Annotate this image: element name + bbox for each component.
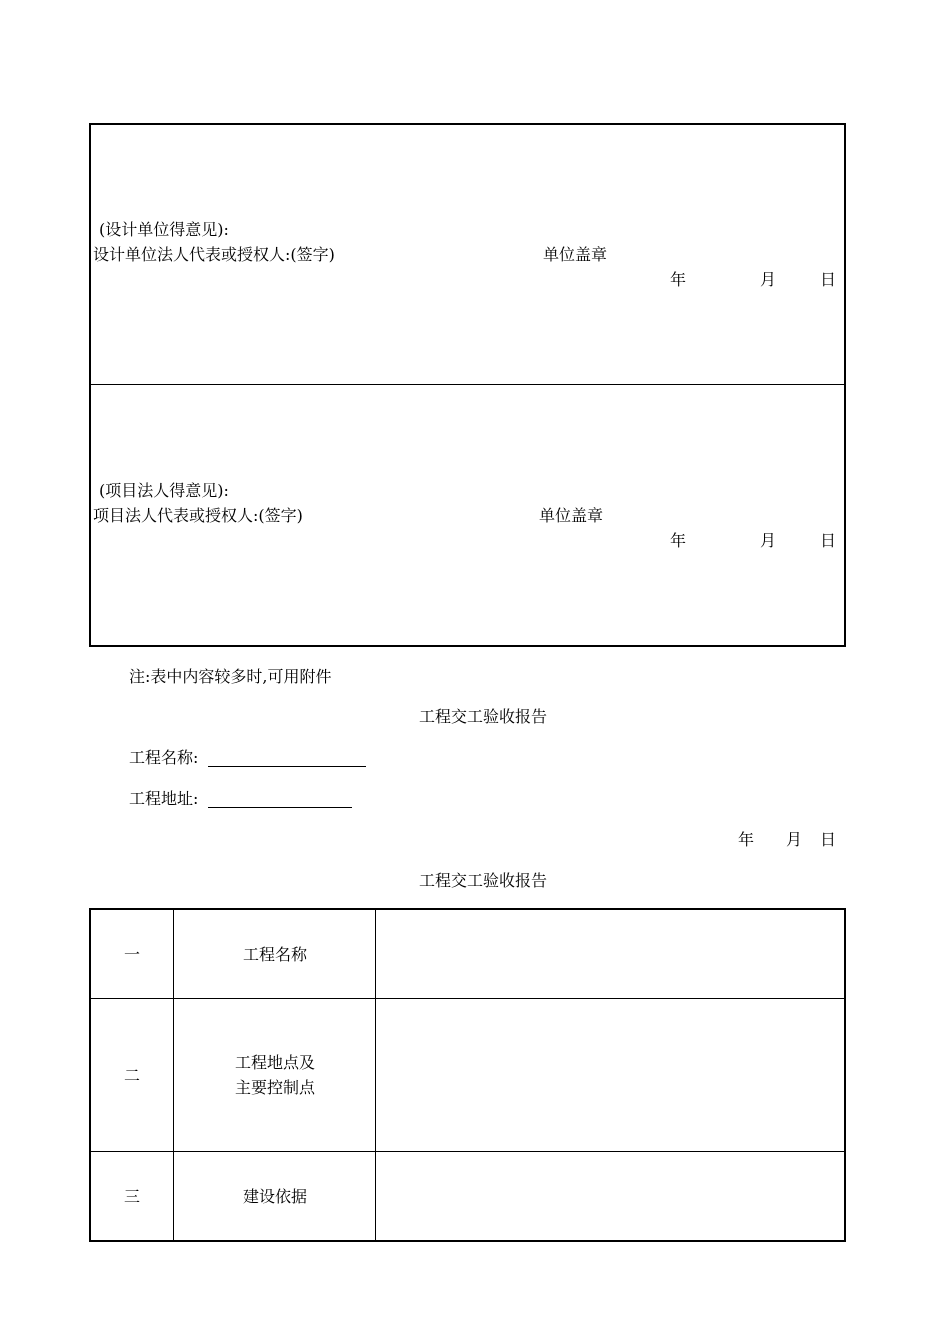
design-unit-seal-label: 单位盖章	[543, 245, 608, 264]
design-unit-day-label: 日	[820, 270, 837, 289]
report-table-row-divider-1	[90, 998, 845, 999]
report-row-label-line2: 主要控制点	[234, 1078, 315, 1097]
project-address-label: 工程地址:	[129, 789, 199, 808]
project-owner-opinion-label: (项目法人得意见):	[99, 481, 229, 500]
report-table-col-divider-1	[173, 909, 174, 1241]
table-note: 注:表中内容较多时,可用附件	[129, 667, 332, 686]
project-owner-month-label: 月	[760, 531, 777, 550]
cover-title: 工程交工验收报告	[418, 707, 547, 726]
project-name-label: 工程名称:	[129, 748, 199, 767]
cover-month-label: 月	[786, 830, 803, 849]
report-row-index: 三	[123, 1187, 140, 1206]
design-unit-month-label: 月	[760, 270, 777, 289]
project-owner-year-label: 年	[670, 531, 687, 550]
opinion-table-divider	[90, 384, 845, 385]
design-unit-opinion-label: (设计单位得意见):	[99, 220, 229, 239]
report-row-label: 建设依据	[242, 1187, 307, 1206]
report-row-label: 工程名称	[242, 945, 307, 964]
report-table-col-divider-2	[375, 909, 376, 1241]
cover-day-label: 日	[820, 830, 837, 849]
cover-year-label: 年	[738, 830, 755, 849]
design-unit-signer-label: 设计单位法人代表或授权人:(签字)	[93, 245, 335, 264]
report-table-row-divider-2	[90, 1151, 845, 1152]
project-owner-seal-label: 单位盖章	[539, 506, 604, 525]
report-table-title: 工程交工验收报告	[418, 871, 547, 890]
project-address-field[interactable]	[208, 807, 352, 808]
project-name-field[interactable]	[208, 766, 366, 767]
project-owner-day-label: 日	[820, 531, 837, 550]
opinion-table	[89, 123, 846, 647]
report-row-label: 工程地点及	[234, 1053, 315, 1072]
project-owner-signer-label: 项目法人代表或授权人:(签字)	[93, 506, 303, 525]
report-row-index: 二	[123, 1066, 140, 1085]
design-unit-year-label: 年	[670, 270, 687, 289]
report-row-index: 一	[123, 945, 140, 964]
